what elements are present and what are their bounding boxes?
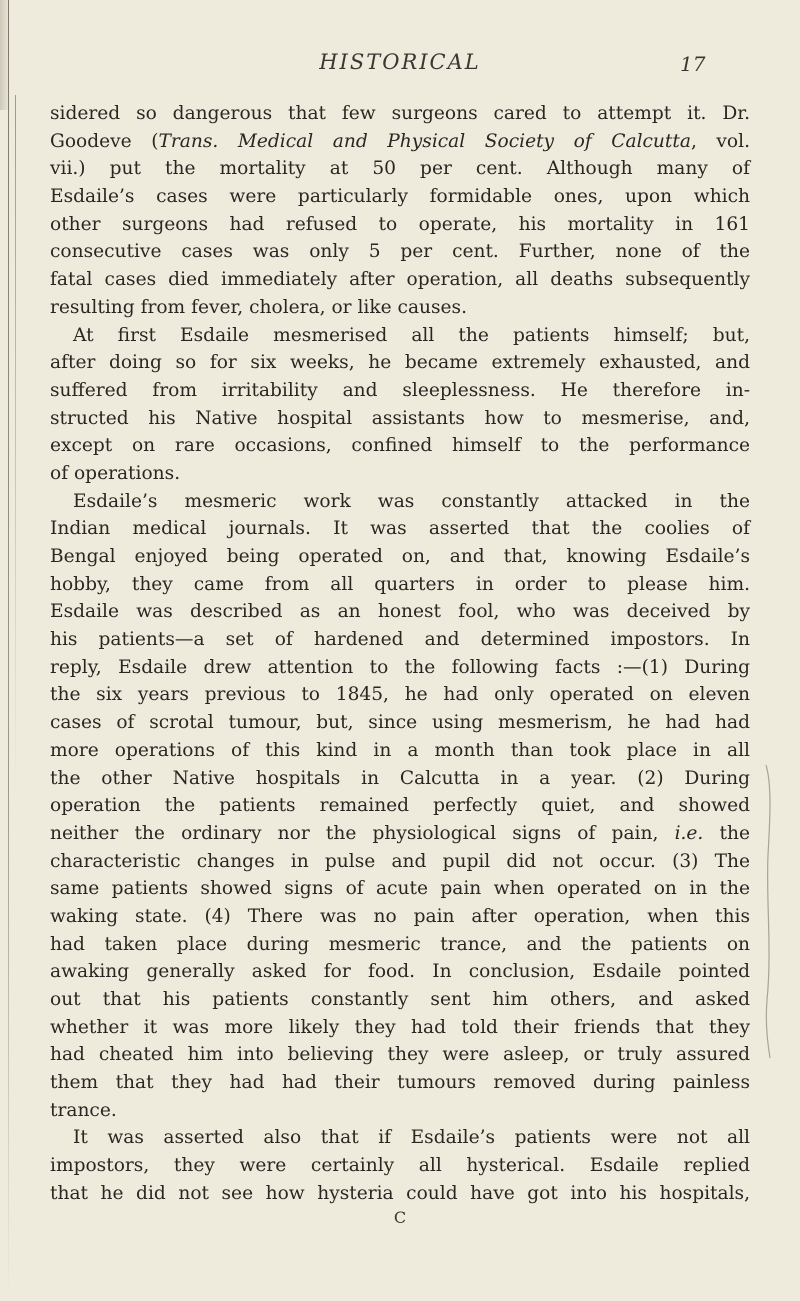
- text-line: Esdaile’s mesmeric work was constantly attacked in the: [73, 490, 750, 512]
- text-line: Esdaile was described as an honest fool, who was deceived by: [50, 601, 750, 623]
- signature-mark: C: [393, 1208, 407, 1227]
- text-line: cases of scrotal tumour, but, since using mesmerism, he had had: [50, 712, 750, 734]
- text-line: had cheated him into believing they were asleep, or truly assured: [50, 1044, 750, 1066]
- text-line: that he did not see how hysteria could have got into his hospitals,: [50, 1182, 750, 1204]
- text-line: vii.) put the mortality at 50 per cent. Although many of: [50, 158, 750, 180]
- page-number: 17: [680, 52, 706, 76]
- text-line: consecutive cases was only 5 per cent. Further, none of the: [50, 241, 750, 263]
- text-line: had taken place during mesmeric trance, and the patients on: [50, 933, 750, 955]
- text-line: the six years previous to 1845, he had only operated on eleven: [50, 684, 750, 706]
- text-line: out that his patients constantly sent him others, and asked: [50, 989, 750, 1010]
- text-line: sidered so dangerous that few surgeons cared to attempt it. Dr.: [50, 103, 750, 124]
- pencil-bracket-mark: [766, 765, 770, 1058]
- page-header: [0, 50, 800, 80]
- text-line: other surgeons had refused to operate, his mortality in 161: [50, 213, 750, 235]
- text-line: the other Native hospitals in Calcutta in a year. (2) During: [50, 767, 750, 789]
- text-line: resulting from fever, cholera, or like causes.: [50, 296, 467, 318]
- text-line: hobby, they came from all quarters in order to please him.: [50, 573, 750, 595]
- text-line: operation the patients remained perfectly quiet, and showed: [50, 795, 750, 817]
- running-head: HISTORICAL: [319, 50, 481, 74]
- text-line: his patients—a set of hardened and determined impostors. In: [50, 629, 750, 651]
- body-text: [50, 100, 750, 1208]
- text-line: At first Esdaile mesmerised all the patients himself; but,: [73, 324, 750, 346]
- text-line: same patients showed signs of acute pain when operated on in the: [50, 878, 750, 900]
- page-edge-line-inner: [15, 95, 16, 795]
- text-line: Goodeve (Trans. Medical and Physical Society of Calcutta, vol.: [50, 130, 750, 152]
- text-line: fatal cases died immediately after operation, all deaths subsequently: [50, 269, 750, 291]
- text-line: suffered from irritability and sleeplessness. He therefore in-: [50, 379, 750, 401]
- text-line: Esdaile’s cases were particularly formidable ones, upon which: [50, 186, 750, 208]
- text-line: trance.: [50, 1099, 117, 1121]
- text-line: reply, Esdaile drew attention to the following facts :—(1) During: [50, 656, 750, 678]
- text-line: more operations of this kind in a month than took place in all: [50, 739, 750, 761]
- text-line: whether it was more likely they had told their friends that they: [50, 1016, 750, 1038]
- text-line: after doing so for six weeks, he became extremely exhausted, and: [50, 352, 750, 374]
- text-line: them that they had had their tumours removed during painless: [50, 1072, 750, 1094]
- text-line: Indian medical journals. It was asserted that the coolies of: [50, 518, 750, 540]
- page-edge-line: [8, 0, 9, 1301]
- text-line: structed his Native hospital assistants how to mesmerise, and,: [50, 407, 750, 429]
- text-line: Bengal enjoyed being operated on, and that, knowing Esdaile’s: [50, 546, 750, 567]
- text-line: except on rare occasions, confined himself to the performance: [50, 435, 750, 457]
- margin-pencil-marks: [758, 760, 788, 1060]
- text-line: waking state. (4) There was no pain after operation, when this: [50, 905, 750, 927]
- text-line: neither the ordinary nor the physiological signs of pain, i.e. the: [50, 822, 750, 844]
- text-line: of operations.: [50, 462, 181, 484]
- text-line: impostors, they were certainly all hysterical. Esdaile replied: [50, 1155, 750, 1177]
- text-line: characteristic changes in pulse and pupil did not occur. (3) The: [50, 850, 750, 872]
- text-line: It was asserted also that if Esdaile’s patients were not all: [73, 1127, 750, 1149]
- text-line: awaking generally asked for food. In conclusion, Esdaile pointed: [50, 961, 750, 983]
